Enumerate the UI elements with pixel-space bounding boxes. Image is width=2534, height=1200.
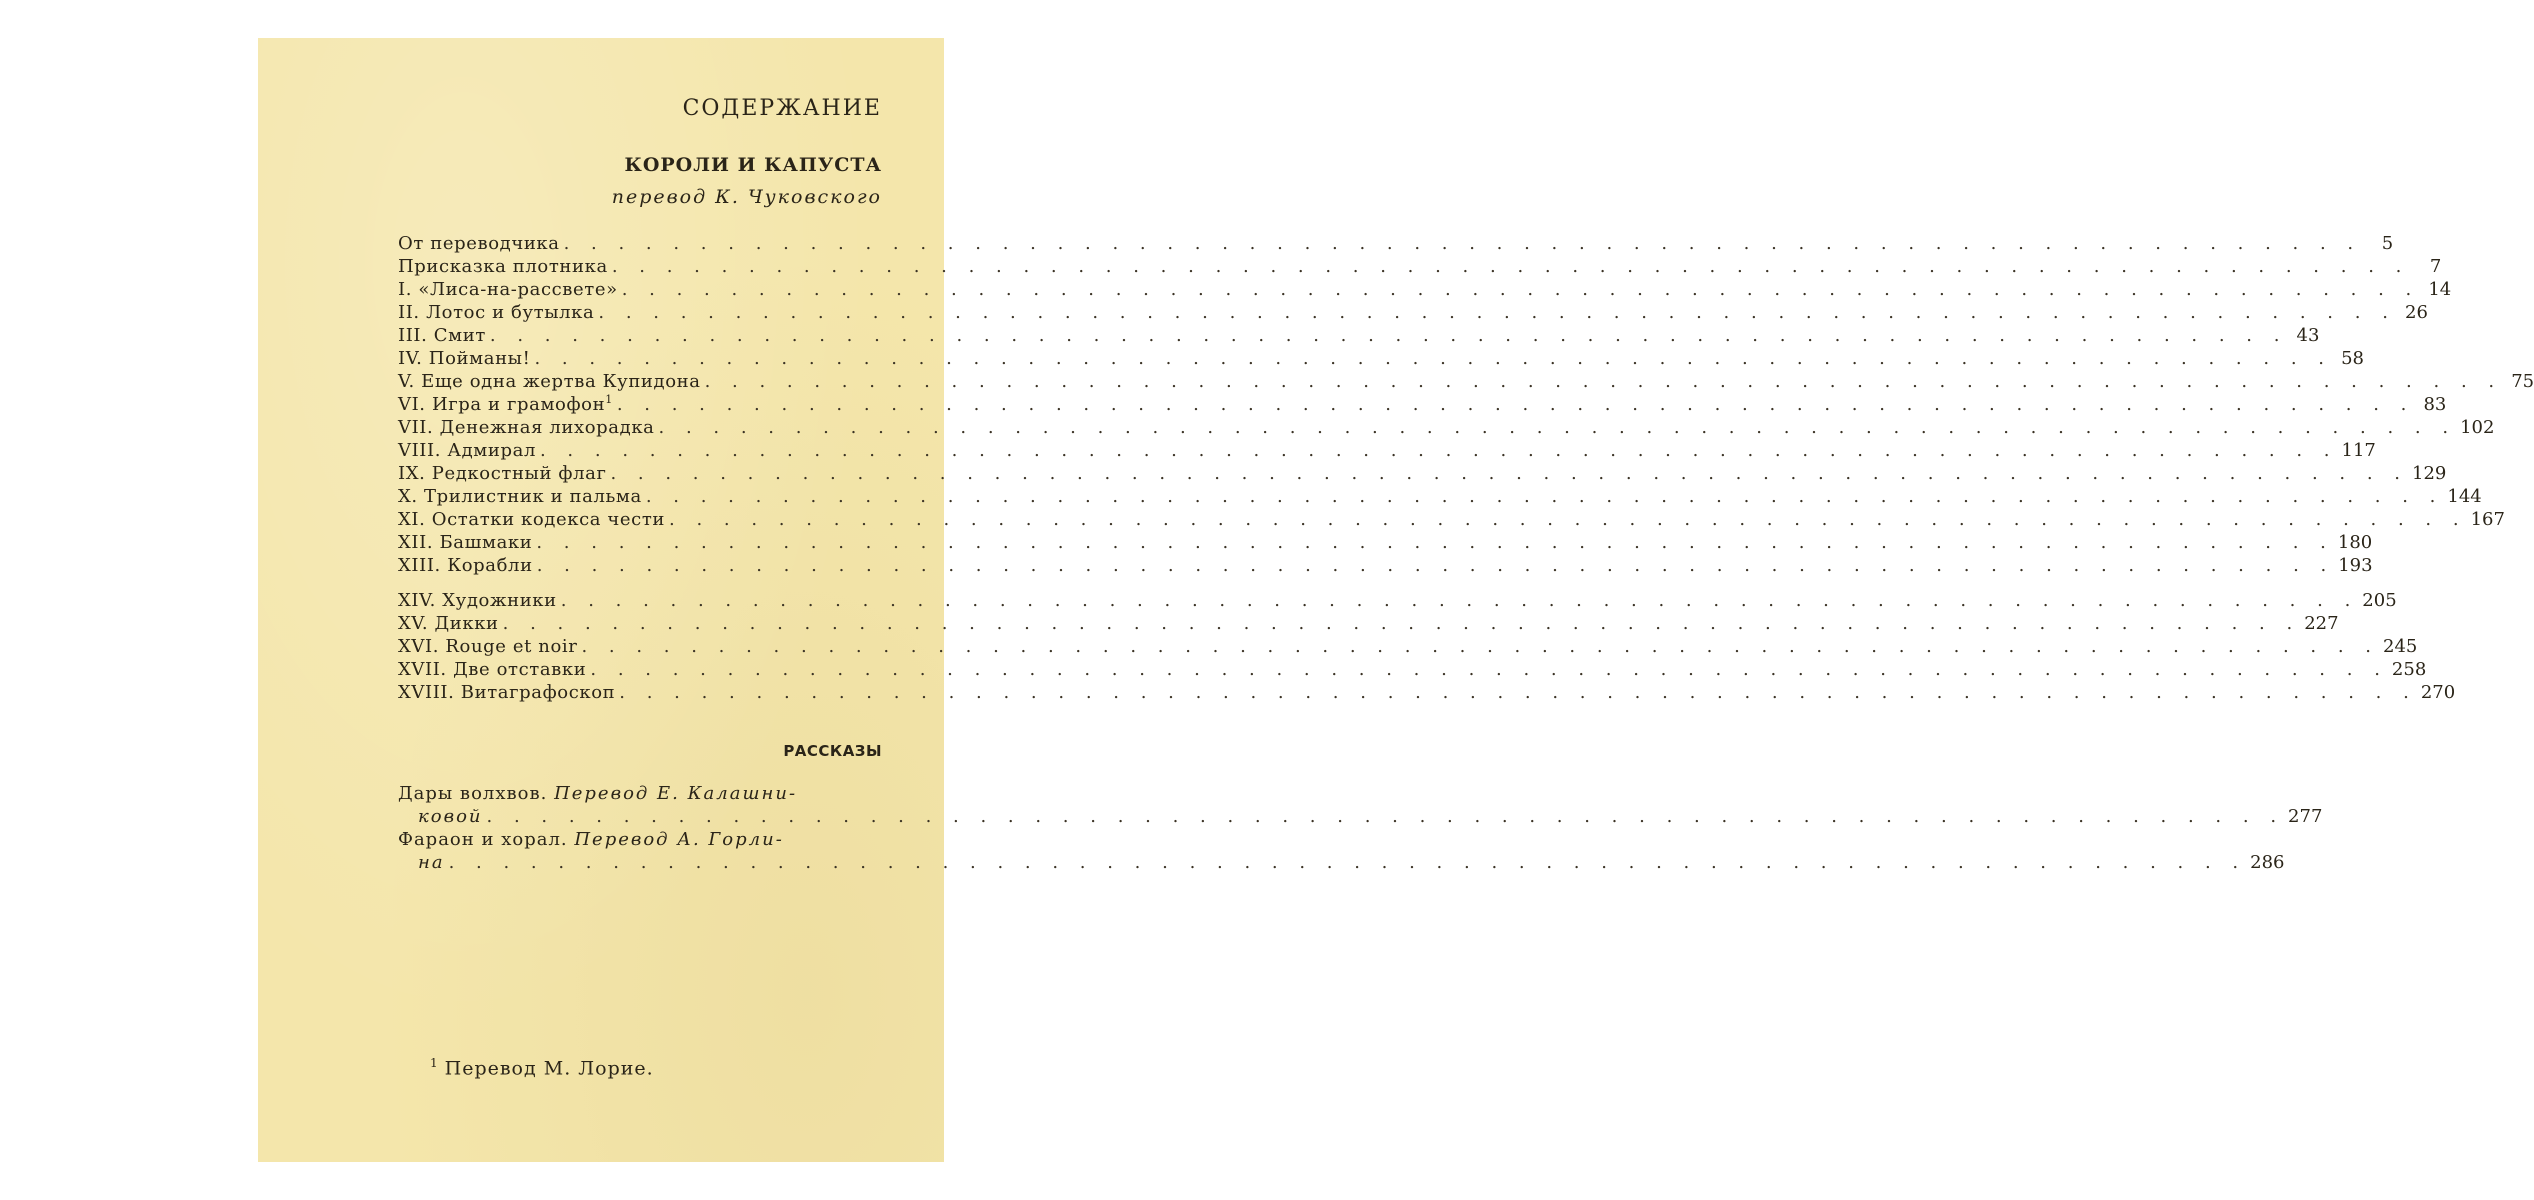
- story-title: Дары волхвов.: [398, 783, 548, 804]
- toc-entry: [398, 508, 2505, 531]
- toc-entry-title: I. «Лиса-на-рассвете»: [398, 279, 618, 300]
- toc-entry-page: 102: [2460, 417, 2495, 438]
- toc-entry-page: 58: [2341, 348, 2364, 369]
- dot-leader: [613, 393, 2419, 416]
- dot-leader: [606, 462, 2412, 485]
- dot-leader: [594, 301, 2400, 324]
- dot-leader: [608, 255, 2414, 278]
- stories-list: [398, 782, 2323, 874]
- footnote-text: Перевод М. Лорие.: [444, 1057, 654, 1080]
- story-page: 277: [2288, 806, 2323, 827]
- toc-entry-page: 193: [2338, 555, 2373, 576]
- toc-entry-title: XVII. Две отставки: [398, 659, 587, 680]
- dot-leader: [530, 347, 2336, 370]
- dot-leader: [655, 416, 2461, 439]
- dot-leader: [483, 805, 2289, 828]
- toc-entry-page: 117: [2341, 440, 2376, 461]
- table-of-contents: [398, 232, 2534, 704]
- toc-entry: [398, 416, 2495, 439]
- dot-leader: [701, 370, 2507, 393]
- toc-entry: [398, 347, 2364, 370]
- toc-entry: [398, 255, 2442, 278]
- story-translator-cont: на: [418, 852, 445, 873]
- dot-leader: [577, 635, 2383, 658]
- toc-entry-title: От переводчика: [398, 233, 560, 254]
- toc-entry: [398, 393, 2447, 416]
- dot-leader: [486, 324, 2292, 347]
- footnote: [430, 1056, 654, 1079]
- toc-entry: [398, 232, 2394, 255]
- toc-entry-title: Присказка плотника: [398, 256, 608, 277]
- dot-leader: [615, 681, 2421, 704]
- toc-entry-title: V. Еще одна жертва Купидона: [398, 371, 701, 392]
- section-title-stories: РАССКАЗЫ: [783, 742, 882, 760]
- dot-leader: [665, 508, 2471, 531]
- toc-entry-page: 245: [2383, 636, 2418, 657]
- toc-entry-title: XV. Дикки: [398, 613, 499, 634]
- dot-leader: [618, 278, 2424, 301]
- toc-entry-title: XVI. Rouge et noir: [398, 636, 578, 657]
- toc-entry-page: 227: [2304, 613, 2339, 634]
- toc-entry-title: XI. Остатки кодекса чести: [398, 509, 666, 530]
- toc-entry-title: XVIII. Витаграфоскоп: [398, 682, 616, 703]
- toc-entry: [398, 370, 2534, 393]
- toc-entry-page: 75: [2511, 371, 2534, 392]
- book-title: КОРОЛИ И КАПУСТА: [624, 154, 882, 176]
- toc-entry-page: 129: [2412, 463, 2447, 484]
- translator-credit: перевод К. Чуковского: [611, 186, 882, 208]
- page-heading: СОДЕРЖАНИЕ: [682, 96, 882, 121]
- toc-entry-page: 43: [2296, 325, 2320, 346]
- footnote-number: 1: [430, 1056, 439, 1070]
- dot-leader: [445, 851, 2251, 874]
- story-translator-cont: ковой: [418, 806, 483, 827]
- toc-entry: [398, 589, 2397, 612]
- spacer: [398, 577, 882, 589]
- dot-leader: [532, 531, 2338, 554]
- story-title: Фараон и хорал.: [398, 829, 568, 850]
- toc-entry: [398, 635, 2418, 658]
- story-translator: Перевод Е. Калашни-: [554, 783, 798, 804]
- toc-entry: [398, 658, 2427, 681]
- toc-entry-page: 14: [2428, 279, 2452, 300]
- toc-entry-page: 5: [2381, 233, 2394, 254]
- story-entry: [398, 782, 2323, 828]
- story-translator: Перевод А. Горли-: [574, 829, 784, 850]
- toc-entry-page: 83: [2423, 394, 2447, 415]
- toc-entry: [398, 681, 2456, 704]
- story-entry: [398, 828, 2285, 874]
- dot-leader: [499, 612, 2305, 635]
- toc-entry-title: IV. Пойманы!: [398, 348, 531, 369]
- toc-entry-page: 26: [2405, 302, 2428, 323]
- toc-entry: [398, 554, 2373, 577]
- book-page: [258, 38, 2534, 1162]
- toc-entry: [398, 278, 2452, 301]
- toc-entry-page: 167: [2470, 509, 2505, 530]
- toc-entry-title: IX. Редкостный флаг: [398, 463, 607, 484]
- dot-leader: [533, 554, 2339, 577]
- toc-entry-title: XIII. Корабли: [398, 555, 533, 576]
- toc-entry-page: 270: [2420, 682, 2456, 703]
- toc-entry-page: 144: [2447, 486, 2482, 507]
- toc-entry-title: VI. Игра и грамофон: [398, 394, 606, 415]
- story-page: 286: [2250, 852, 2285, 873]
- footnote-marker: 1: [605, 393, 613, 406]
- toc-entry-title: XII. Башмаки: [398, 532, 533, 553]
- toc-entry-page: 258: [2391, 659, 2427, 680]
- toc-entry: [398, 301, 2428, 324]
- toc-entry-page: 180: [2337, 532, 2373, 553]
- dot-leader: [586, 658, 2392, 681]
- toc-entry-page: 205: [2362, 590, 2397, 611]
- toc-entry-title: II. Лотос и бутылка: [398, 302, 595, 323]
- toc-entry-title: VII. Денежная лихорадка: [398, 417, 655, 438]
- toc-entry-title: III. Смит: [398, 325, 486, 346]
- toc-entry-title: XIV. Художники: [398, 590, 557, 611]
- toc-entry-title: VIII. Адмирал: [398, 440, 536, 461]
- toc-entry: [398, 612, 2339, 635]
- dot-leader: [642, 485, 2448, 508]
- toc-entry-page: 7: [2429, 256, 2442, 277]
- toc-entry: [398, 531, 2373, 554]
- dot-leader: [557, 589, 2363, 612]
- dot-leader: [560, 232, 2366, 255]
- toc-entry-title: X. Трилистник и пальма: [398, 486, 642, 507]
- toc-entry: [398, 485, 2482, 508]
- toc-entry: [398, 439, 2376, 462]
- toc-entry: [398, 324, 2320, 347]
- dot-leader: [536, 439, 2342, 462]
- toc-entry: [398, 462, 2447, 485]
